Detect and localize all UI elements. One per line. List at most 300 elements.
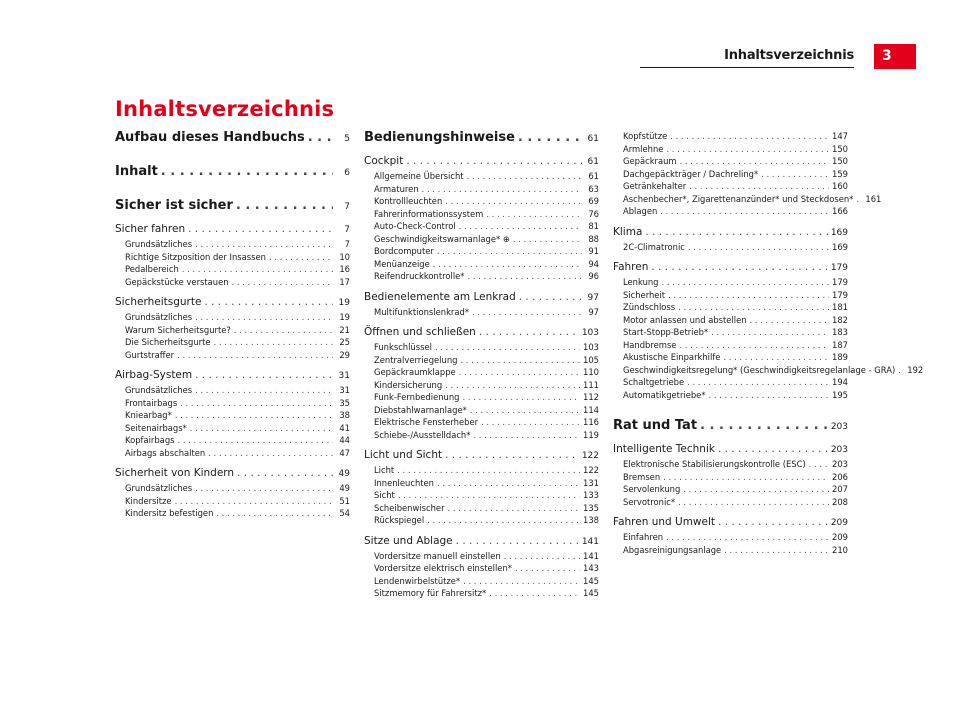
toc-subsection[interactable]	[364, 464, 599, 477]
toc-subsection[interactable]	[613, 241, 848, 254]
toc-entry-page: 91	[588, 246, 599, 256]
toc-leader-dots	[504, 550, 580, 563]
toc-leader-dots	[481, 416, 580, 429]
toc-subsection[interactable]	[364, 220, 599, 233]
toc-leader-dots	[723, 351, 829, 364]
toc-entry-label: Einfahren	[623, 532, 664, 542]
toc-spacer	[115, 459, 350, 466]
toc-entry-page: 208	[832, 496, 848, 507]
toc-entry-label: Bremsen	[623, 471, 661, 482]
toc-entry-page: 182	[832, 314, 848, 325]
toc-entry-label: Kopfstütze	[623, 131, 668, 141]
toc-leader-dots	[180, 397, 333, 410]
toc-column-1	[115, 130, 350, 520]
toc-spacer	[613, 401, 848, 418]
toc-entry-label: Fahrerinformationssystem	[374, 208, 484, 219]
toc-leader-dots	[177, 349, 333, 362]
toc-entry-label: Diebstahlwarnanlage*	[374, 404, 467, 415]
toc-section[interactable]	[364, 448, 599, 464]
toc-entry-page: 159	[832, 168, 848, 179]
toc-leader-dots	[678, 496, 829, 509]
toc-entry-label: Reifendruckkontrolle*	[374, 271, 465, 281]
toc-chapter[interactable]	[115, 130, 350, 147]
toc-entry-label: Bordcomputer	[374, 246, 434, 256]
toc-leader-dots	[663, 471, 829, 484]
toc-subsection[interactable]	[613, 483, 848, 496]
toc-entry-page: 131	[583, 477, 599, 488]
toc-entry-label: Kopfairbags	[125, 435, 175, 445]
toc-entry-label: Armlehne	[623, 143, 664, 154]
toc-entry-page: 141	[583, 550, 599, 561]
toc-section[interactable]	[613, 515, 848, 531]
toc-leader-dots	[195, 384, 333, 397]
page-title: Inhaltsverzeichnis	[115, 97, 335, 121]
toc-entry-label: Motor anlassen und abstellen	[623, 314, 747, 325]
toc-section[interactable]	[115, 466, 350, 482]
toc-leader-dots	[688, 241, 829, 254]
toc-subsection[interactable]	[613, 276, 848, 289]
running-header-title: Inhaltsverzeichnis	[724, 48, 854, 63]
toc-entry-page: 19	[338, 298, 350, 308]
toc-subsection[interactable]	[613, 496, 848, 509]
toc-entry-label: Auto-Check-Control	[374, 221, 456, 231]
toc-entry-page: 112	[583, 392, 599, 402]
toc-column-2	[364, 130, 599, 600]
toc-entry-label: Zündschloss	[623, 302, 676, 312]
toc-subsection[interactable]	[364, 404, 599, 417]
toc-subsection[interactable]	[364, 183, 599, 196]
toc-subsection[interactable]	[115, 238, 350, 251]
toc-entry-page: 61	[587, 157, 599, 167]
toc-leader-dots	[397, 464, 580, 477]
toc-leader-dots	[651, 260, 827, 275]
toc-subsection[interactable]	[115, 422, 350, 435]
toc-entry-label: Fahren und Umwelt	[613, 516, 716, 528]
header-rule	[640, 67, 854, 68]
toc-entry-page: 6	[344, 168, 350, 178]
toc-leader-dots	[462, 391, 580, 404]
toc-entry-label: Kindersitze	[125, 495, 172, 506]
toc-entry-page: 166	[832, 206, 848, 216]
toc-entry-page: 49	[338, 469, 350, 479]
toc-entry-page: 209	[832, 532, 848, 542]
toc-leader-dots	[472, 306, 582, 319]
toc-spacer	[115, 288, 350, 295]
toc-subsection[interactable]	[115, 507, 350, 520]
toc-subsection[interactable]	[613, 155, 848, 168]
toc-subsection[interactable]	[364, 587, 599, 600]
toc-spacer	[613, 218, 848, 225]
toc-entry-label: Grundsätzliches	[125, 483, 193, 493]
toc-spacer	[613, 508, 848, 515]
toc-leader-dots	[750, 314, 829, 327]
toc-leader-dots	[687, 376, 829, 389]
toc-subsection[interactable]	[613, 193, 882, 206]
toc-subsection[interactable]	[115, 434, 350, 447]
toc-subsection[interactable]	[613, 544, 848, 557]
toc-leader-dots	[489, 587, 580, 600]
toc-leader-dots	[398, 489, 580, 502]
toc-subsection[interactable]	[364, 366, 599, 379]
toc-entry-label: Gepäckraumklappe	[374, 367, 456, 377]
toc-subsection[interactable]	[364, 233, 599, 246]
toc-leader-dots	[214, 336, 333, 349]
toc-entry-label: Pedalbereich	[125, 264, 179, 274]
toc-subsection[interactable]	[613, 326, 848, 339]
toc-entry-label: Aufbau dieses Handbuchs	[115, 130, 305, 145]
toc-entry-page: 187	[832, 339, 848, 350]
toc-subsection[interactable]	[613, 376, 848, 389]
toc-entry-label: Bedienungshinweise	[364, 130, 515, 145]
toc-entry-label: Sitzmemory für Fahrersitz*	[374, 588, 487, 598]
toc-entry-label: Kindersitz befestigen	[125, 508, 214, 518]
toc-subsection[interactable]	[115, 336, 350, 349]
toc-leader-dots	[433, 258, 582, 271]
toc-subsection[interactable]	[115, 397, 350, 410]
toc-entry-page: 103	[583, 342, 599, 352]
toc-entry-label: Abgasreinigungsanlage	[623, 544, 722, 555]
toc-entry-page: 61	[587, 134, 599, 144]
toc-entry-label: Menüanzeige	[374, 258, 430, 269]
toc-entry-page: 105	[583, 354, 599, 365]
toc-section[interactable]	[613, 442, 848, 458]
toc-subsection[interactable]	[115, 409, 350, 422]
toc-subsection[interactable]	[364, 489, 599, 502]
toc-leader-dots	[406, 154, 582, 169]
toc-leader-dots	[515, 562, 580, 575]
toc-entry-page: 138	[583, 515, 599, 525]
toc-entry-page: 51	[339, 495, 350, 506]
toc-subsection[interactable]	[364, 170, 599, 183]
toc-entry-label: Multifunktionslenkrad*	[374, 306, 470, 317]
toc-subsection[interactable]	[613, 364, 924, 377]
toc-subsection[interactable]	[115, 349, 350, 362]
toc-subsection[interactable]	[364, 208, 599, 221]
toc-subsection[interactable]	[115, 482, 350, 495]
toc-leader-dots	[470, 404, 580, 417]
toc-entry-page: 21	[339, 324, 350, 335]
toc-leader-dots	[718, 515, 828, 530]
toc-subsection[interactable]	[364, 245, 599, 258]
toc-leader-dots	[422, 183, 582, 196]
toc-entry-page: 38	[339, 410, 350, 420]
toc-entry-page: 94	[588, 258, 599, 269]
toc-leader-dots	[269, 251, 333, 264]
toc-entry-label: Vordersitze elektrisch einstellen*	[374, 563, 512, 573]
toc-entry-page: 207	[832, 484, 848, 494]
toc-leader-dots	[234, 324, 333, 337]
toc-subsection[interactable]	[364, 550, 599, 563]
toc-leader-dots	[195, 482, 333, 495]
toc-entry-label: Geschwindigkeitswarnanlage* ⊕	[374, 233, 510, 244]
toc-subsection[interactable]	[613, 180, 848, 193]
toc-entry-label: Die Sicherheitsgurte	[125, 337, 211, 347]
toc-subsection[interactable]	[613, 339, 848, 352]
toc-entry-label: Geschwindigkeitsregelung* (Geschwindigkeitsregelanlage - GRA)	[623, 364, 896, 375]
toc-subsection[interactable]	[613, 471, 848, 484]
toc-subsection[interactable]	[613, 314, 848, 327]
toc-leader-dots	[660, 205, 829, 218]
toc-leader-dots	[679, 339, 829, 352]
toc-spacer	[613, 253, 848, 260]
toc-leader-dots	[190, 422, 333, 435]
toc-subsection[interactable]	[364, 195, 599, 208]
toc-subsection[interactable]	[613, 168, 848, 181]
toc-section[interactable]	[115, 368, 350, 384]
toc-leader-dots	[182, 263, 333, 276]
toc-entry-label: Dachgepäckträger / Dachreling*	[623, 168, 759, 179]
toc-entry-page: 31	[339, 385, 350, 395]
toc-subsection[interactable]	[115, 311, 350, 324]
toc-entry-label: Kindersicherung	[374, 379, 443, 390]
toc-entry-label: Gurtstraffer	[125, 349, 175, 360]
toc-entry-label: Funkschlüssel	[374, 342, 432, 352]
toc-subsection[interactable]	[115, 324, 350, 337]
toc-subsection[interactable]	[613, 389, 848, 402]
toc-subsection[interactable]	[115, 276, 350, 289]
toc-leader-dots	[513, 233, 582, 246]
toc-entry-label: Sitze und Ablage	[364, 534, 453, 547]
toc-leader-dots	[435, 341, 580, 354]
toc-entry-label: Akustische Einparkhilfe	[623, 352, 721, 362]
toc-section[interactable]	[613, 260, 848, 276]
toc-entry-page: 169	[830, 227, 848, 238]
toc-entry-page: 179	[832, 289, 848, 300]
toc-subsection[interactable]	[364, 429, 599, 442]
toc-entry-page: 81	[588, 221, 599, 231]
toc-section[interactable]	[115, 295, 350, 311]
toc-entry-page: 183	[832, 327, 848, 337]
toc-subsection[interactable]	[613, 351, 848, 364]
toc-entry-page: 145	[583, 588, 599, 598]
toc-entry-page: 189	[832, 352, 848, 362]
toc-entry-label: Sicher ist sicher	[115, 198, 233, 213]
toc-chapter[interactable]	[115, 198, 350, 215]
toc-entry-page: 143	[583, 563, 599, 573]
toc-spacer	[115, 147, 350, 164]
toc-entry-page: 103	[581, 328, 599, 338]
toc-entry-page: 209	[830, 518, 848, 528]
toc-entry-page: 44	[339, 435, 350, 445]
toc-leader-dots	[459, 220, 582, 233]
toc-subsection[interactable]	[613, 143, 848, 156]
toc-subsection[interactable]	[364, 575, 599, 588]
toc-chapter[interactable]	[613, 418, 848, 435]
toc-entry-label: Lendenwirbelstütze*	[374, 575, 461, 586]
toc-subsection[interactable]	[115, 384, 350, 397]
toc-entry-label: Handbremse	[623, 339, 677, 350]
toc-spacer	[115, 361, 350, 368]
toc-entry-label: Vordersitze manuell einstellen	[374, 550, 501, 561]
toc-entry-label: Bedienelemente am Lenkrad	[364, 290, 516, 303]
toc-entry-page: 16	[339, 264, 350, 274]
toc-entry-page: 179	[830, 263, 848, 273]
toc-entry-label: Sicherheit von Kindern	[115, 467, 235, 479]
toc-leader-dots	[195, 368, 333, 383]
toc-subsection[interactable]	[115, 495, 350, 508]
toc-entry-page: 150	[832, 143, 848, 154]
toc-entry-page: 192	[907, 364, 924, 375]
toc-subsection[interactable]	[364, 502, 599, 515]
toc-leader-dots	[427, 514, 580, 527]
toc-subsection[interactable]	[613, 205, 848, 218]
toc-entry-label: Intelligente Technik	[613, 443, 715, 455]
toc-section[interactable]	[115, 222, 350, 238]
toc-leader-dots	[456, 534, 579, 549]
toc-leader-dots	[178, 434, 334, 447]
toc-leader-dots	[437, 245, 582, 258]
toc-subsection[interactable]	[364, 477, 599, 490]
toc-subsection[interactable]	[115, 263, 350, 276]
toc-entry-page: 206	[832, 471, 848, 482]
toc-subsection[interactable]	[364, 354, 599, 367]
toc-entry-page: 19	[339, 312, 350, 322]
toc-chapter[interactable]	[364, 130, 599, 147]
toc-leader-dots	[195, 238, 333, 251]
toc-leader-dots	[216, 507, 333, 520]
toc-entry-page: 25	[339, 337, 350, 347]
toc-entry-page: 161	[865, 193, 882, 204]
toc-section[interactable]	[364, 325, 599, 341]
toc-subsection[interactable]	[364, 562, 599, 575]
toc-entry-label: Grundsätzliches	[125, 385, 193, 395]
toc-entry-label: Elektronische Stabilisierungskontrolle (ESC)	[623, 459, 806, 469]
toc-entry-label: Cockpit	[364, 155, 404, 167]
toc-subsection[interactable]	[364, 416, 599, 429]
toc-leader-dots	[463, 575, 580, 588]
toc-entry-label: Aschenbecher*, Zigarettenanzünder* und Steckdosen*	[623, 193, 854, 204]
toc-subsection[interactable]	[613, 531, 848, 544]
toc-entry-label: Inhalt	[115, 164, 158, 179]
toc-entry-page: 76	[588, 208, 599, 219]
toc-entry-label: Sicher fahren	[115, 223, 186, 235]
toc-entry-label: Start-Stopp-Betrieb*	[623, 327, 709, 337]
toc-entry-page: 179	[832, 277, 848, 287]
toc-entry-label: Rückspiegel	[374, 515, 425, 525]
toc-section[interactable]	[613, 225, 848, 241]
toc-leader-dots	[237, 466, 333, 481]
toc-subsection[interactable]	[613, 458, 848, 471]
toc-entry-page: 169	[832, 241, 848, 252]
toc-entry-label: Kniearbag*	[125, 410, 172, 420]
toc-entry-label: Grundsätzliches	[125, 239, 193, 249]
toc-entry-page: 147	[832, 131, 848, 141]
toc-entry-page: 7	[344, 225, 350, 235]
toc-leader-dots	[689, 180, 829, 193]
toc-subsection[interactable]	[364, 341, 599, 354]
toc-leader-dots	[161, 164, 333, 180]
toc-entry-page: 61	[588, 171, 599, 181]
toc-subsection[interactable]	[613, 289, 848, 302]
toc-entry-label: Lenkung	[623, 277, 659, 287]
toc-subsection[interactable]	[364, 306, 599, 319]
toc-leader-dots	[468, 270, 583, 283]
toc-leader-dots	[467, 170, 582, 183]
toc-leader-dots	[236, 198, 333, 214]
toc-entry-page: 194	[832, 377, 848, 387]
toc-entry-page: 41	[339, 422, 350, 433]
toc-entry-label: Zentralverriegelung	[374, 354, 458, 365]
toc-section[interactable]	[364, 154, 599, 170]
toc-leader-dots	[195, 311, 333, 324]
toc-leader-dots	[666, 143, 829, 156]
toc-entry-page: 49	[339, 483, 350, 493]
toc-entry-page: 35	[339, 397, 350, 408]
toc-leader-dots	[761, 168, 829, 181]
toc-subsection[interactable]	[115, 251, 350, 264]
toc-entry-page: 47	[339, 447, 350, 458]
toc-subsection[interactable]	[364, 391, 599, 404]
toc-spacer	[364, 283, 599, 290]
toc-section[interactable]	[364, 290, 599, 306]
toc-entry-page: 88	[588, 233, 599, 244]
toc-leader-dots	[519, 290, 582, 305]
toc-entry-label: Richtige Sitzposition der Insassen	[125, 251, 266, 262]
toc-entry-page: 114	[583, 404, 599, 415]
toc-spacer	[364, 147, 599, 154]
toc-leader-dots	[678, 301, 829, 314]
toc-leader-dots	[856, 193, 862, 206]
toc-leader-dots	[460, 354, 580, 367]
toc-entry-label: Sicht	[374, 490, 395, 500]
toc-leader-dots	[232, 276, 333, 289]
toc-entry-label: Ablagen	[623, 206, 658, 216]
toc-chapter[interactable]	[115, 164, 350, 181]
toc-leader-dots	[175, 495, 333, 508]
toc-leader-dots	[308, 130, 333, 146]
toc-entry-label: Armaturen	[374, 183, 419, 194]
toc-entry-page: 69	[588, 196, 599, 206]
toc-leader-dots	[898, 364, 904, 377]
toc-leader-dots	[175, 409, 333, 422]
toc-spacer	[364, 527, 599, 534]
toc-subsection[interactable]	[613, 130, 848, 143]
toc-entry-label: Gepäckraum	[623, 156, 677, 166]
toc-leader-dots	[680, 155, 829, 168]
toc-entry-label: Airbags abschalten	[125, 447, 206, 458]
toc-entry-page: 7	[344, 202, 350, 212]
toc-subsection[interactable]	[364, 514, 599, 527]
toc-entry-label: Servotronic*	[623, 496, 676, 507]
toc-leader-dots	[724, 544, 829, 557]
toc-entry-page: 122	[581, 451, 599, 461]
toc-leader-dots	[204, 295, 333, 310]
toc-entry-label: Warum Sicherheitsgurte?	[125, 324, 231, 335]
toc-subsection[interactable]	[364, 258, 599, 271]
toc-entry-page: 97	[588, 306, 599, 317]
toc-entry-label: Frontairbags	[125, 397, 178, 408]
toc-entry-label: Allgemeine Übersicht	[374, 171, 464, 181]
toc-subsection[interactable]	[364, 379, 599, 392]
toc-leader-dots	[486, 208, 582, 221]
toc-entry-label: Klima	[613, 225, 643, 238]
toc-section[interactable]	[364, 534, 599, 550]
toc-entry-page: 160	[832, 181, 848, 191]
toc-entry-page: 133	[583, 490, 599, 500]
toc-entry-label: Automatikgetriebe*	[623, 389, 706, 400]
toc-leader-dots	[809, 458, 829, 471]
toc-subsection[interactable]	[613, 301, 848, 314]
toc-entry-page: 203	[830, 422, 848, 432]
toc-leader-dots	[662, 276, 829, 289]
toc-subsection[interactable]	[115, 447, 350, 460]
toc-leader-dots	[518, 130, 582, 146]
toc-subsection[interactable]	[364, 270, 599, 283]
toc-entry-page: 63	[588, 183, 599, 194]
toc-entry-page: 195	[832, 389, 848, 400]
toc-entry-label: Funk-Fernbedienung	[374, 392, 460, 402]
toc-leader-dots	[645, 225, 827, 240]
